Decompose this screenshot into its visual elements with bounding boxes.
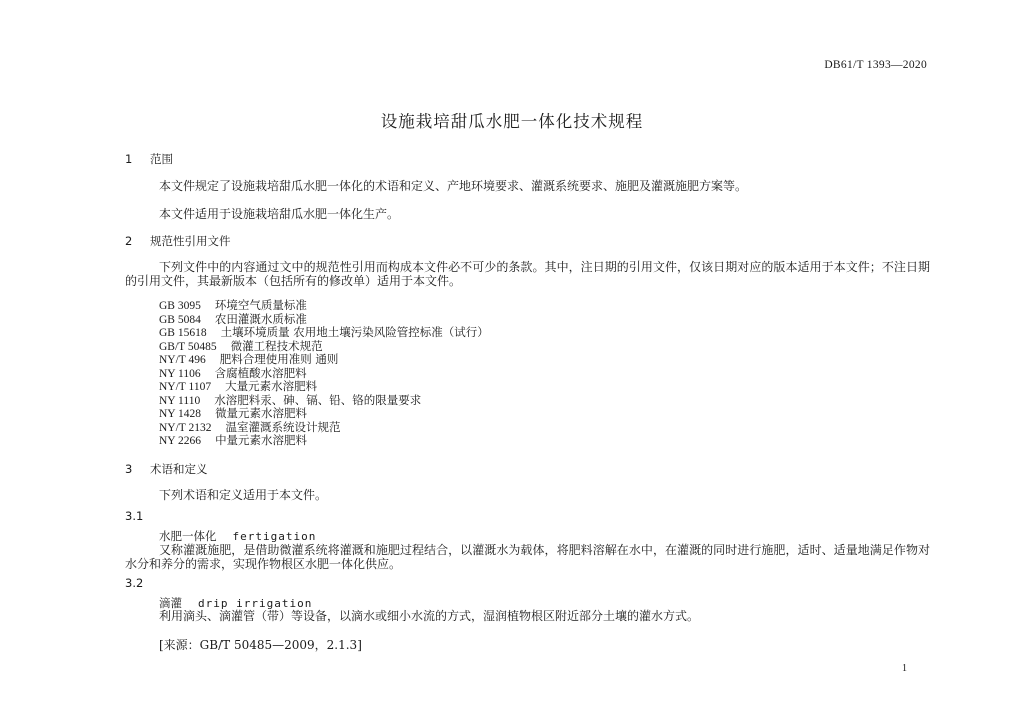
reference-code: NY 1106 <box>159 368 201 380</box>
section-number: 3 <box>125 462 133 476</box>
section-3-paragraph: 下列术语和定义适用于本文件。 <box>159 488 328 502</box>
reference-code: NY/T 496 <box>159 354 206 366</box>
reference-code: NY 1428 <box>159 408 202 420</box>
section-title: 范围 <box>150 152 173 166</box>
reference-name: 大量元素水溶肥料 <box>225 379 318 393</box>
term-name: 滴灌 <box>159 596 182 610</box>
section-title: 规范性引用文件 <box>150 234 231 248</box>
reference-name: 微灌工程技术规范 <box>230 339 323 353</box>
term-english: fertigation <box>232 530 317 543</box>
section-1-paragraph-1: 本文件规定了设施栽培甜瓜水肥一体化的术语和定义、产地环境要求、灌溉系统要求、施肥及灌溉施肥方案等。 <box>159 179 748 193</box>
term-name: 水肥一体化 <box>159 529 217 543</box>
section-number: 1 <box>125 152 133 166</box>
reference-item <box>159 326 489 341</box>
reference-name: 农田灌溉水质标准 <box>214 312 307 326</box>
reference-code: GB 15618 <box>159 327 207 339</box>
reference-name: 土壤环境质量 农用地土壤污染风险管控标准（试行） <box>220 325 489 339</box>
reference-name: 中量元素水溶肥料 <box>215 433 308 447</box>
section-title: 术语和定义 <box>150 462 208 476</box>
reference-name: 肥料合理使用准则 通则 <box>219 352 339 366</box>
term-3-2-number: 3.2 <box>125 576 144 590</box>
reference-code: NY 1110 <box>159 395 201 407</box>
section-1-heading <box>125 151 930 168</box>
reference-code: NY/T 2132 <box>159 422 212 434</box>
reference-name: 环境空气质量标准 <box>214 298 307 312</box>
reference-code: GB 3095 <box>159 300 201 312</box>
section-number: 2 <box>125 234 133 248</box>
document-title: 设施栽培甜瓜水肥一体化技术规程 <box>380 112 644 131</box>
term-3-2-source: [来源：GB/T 50485—2009，2.1.3] <box>159 638 362 652</box>
reference-code: NY 2266 <box>159 435 202 447</box>
section-1-paragraph-2: 本文件适用于设施栽培甜瓜水肥一体化生产。 <box>159 207 400 221</box>
term-3-2-definition: 利用滴头、滴灌管（带）等设备，以滴水或细小水流的方式，湿润植物根区附近部分土壤的灌水方式。 <box>159 609 700 623</box>
term-english: drip irrigation <box>198 597 313 610</box>
reference-item <box>159 434 307 449</box>
term-3-1-definition: 又称灌溉施肥，是借助微灌系统将灌溉和施肥过程结合，以灌溉水为载体，将肥料溶解在水中，在灌溉的同时进行施肥，适时、适量地满足作物对水分和养分的需求，实现作物根区水肥一体化供应。 <box>125 543 930 571</box>
section-2-heading <box>125 233 930 250</box>
reference-name: 水溶肥料汞、砷、镉、铅、铬的限量要求 <box>214 393 422 407</box>
standard-number: DB61/T 1393—2020 <box>824 59 927 71</box>
section-2-paragraph: 下列文件中的内容通过文中的规范性引用而构成本文件必不可少的条款。其中，注日期的引用文件，仅该日期对应的版本适用于本文件；不注日期的引用文件，其最新版本（包括所有的修改单）适用于本文件。 <box>125 260 930 288</box>
term-3-1-number: 3.1 <box>125 509 144 523</box>
section-3-heading <box>125 461 930 478</box>
reference-name: 含腐植酸水溶肥料 <box>214 366 307 380</box>
reference-name: 温室灌溉系统设计规范 <box>225 420 341 434</box>
reference-code: GB/T 50485 <box>159 341 217 353</box>
page-number: 1 <box>902 663 907 674</box>
reference-name: 微量元素水溶肥料 <box>215 406 308 420</box>
reference-code: NY/T 1107 <box>159 381 212 393</box>
reference-code: GB 5084 <box>159 314 201 326</box>
